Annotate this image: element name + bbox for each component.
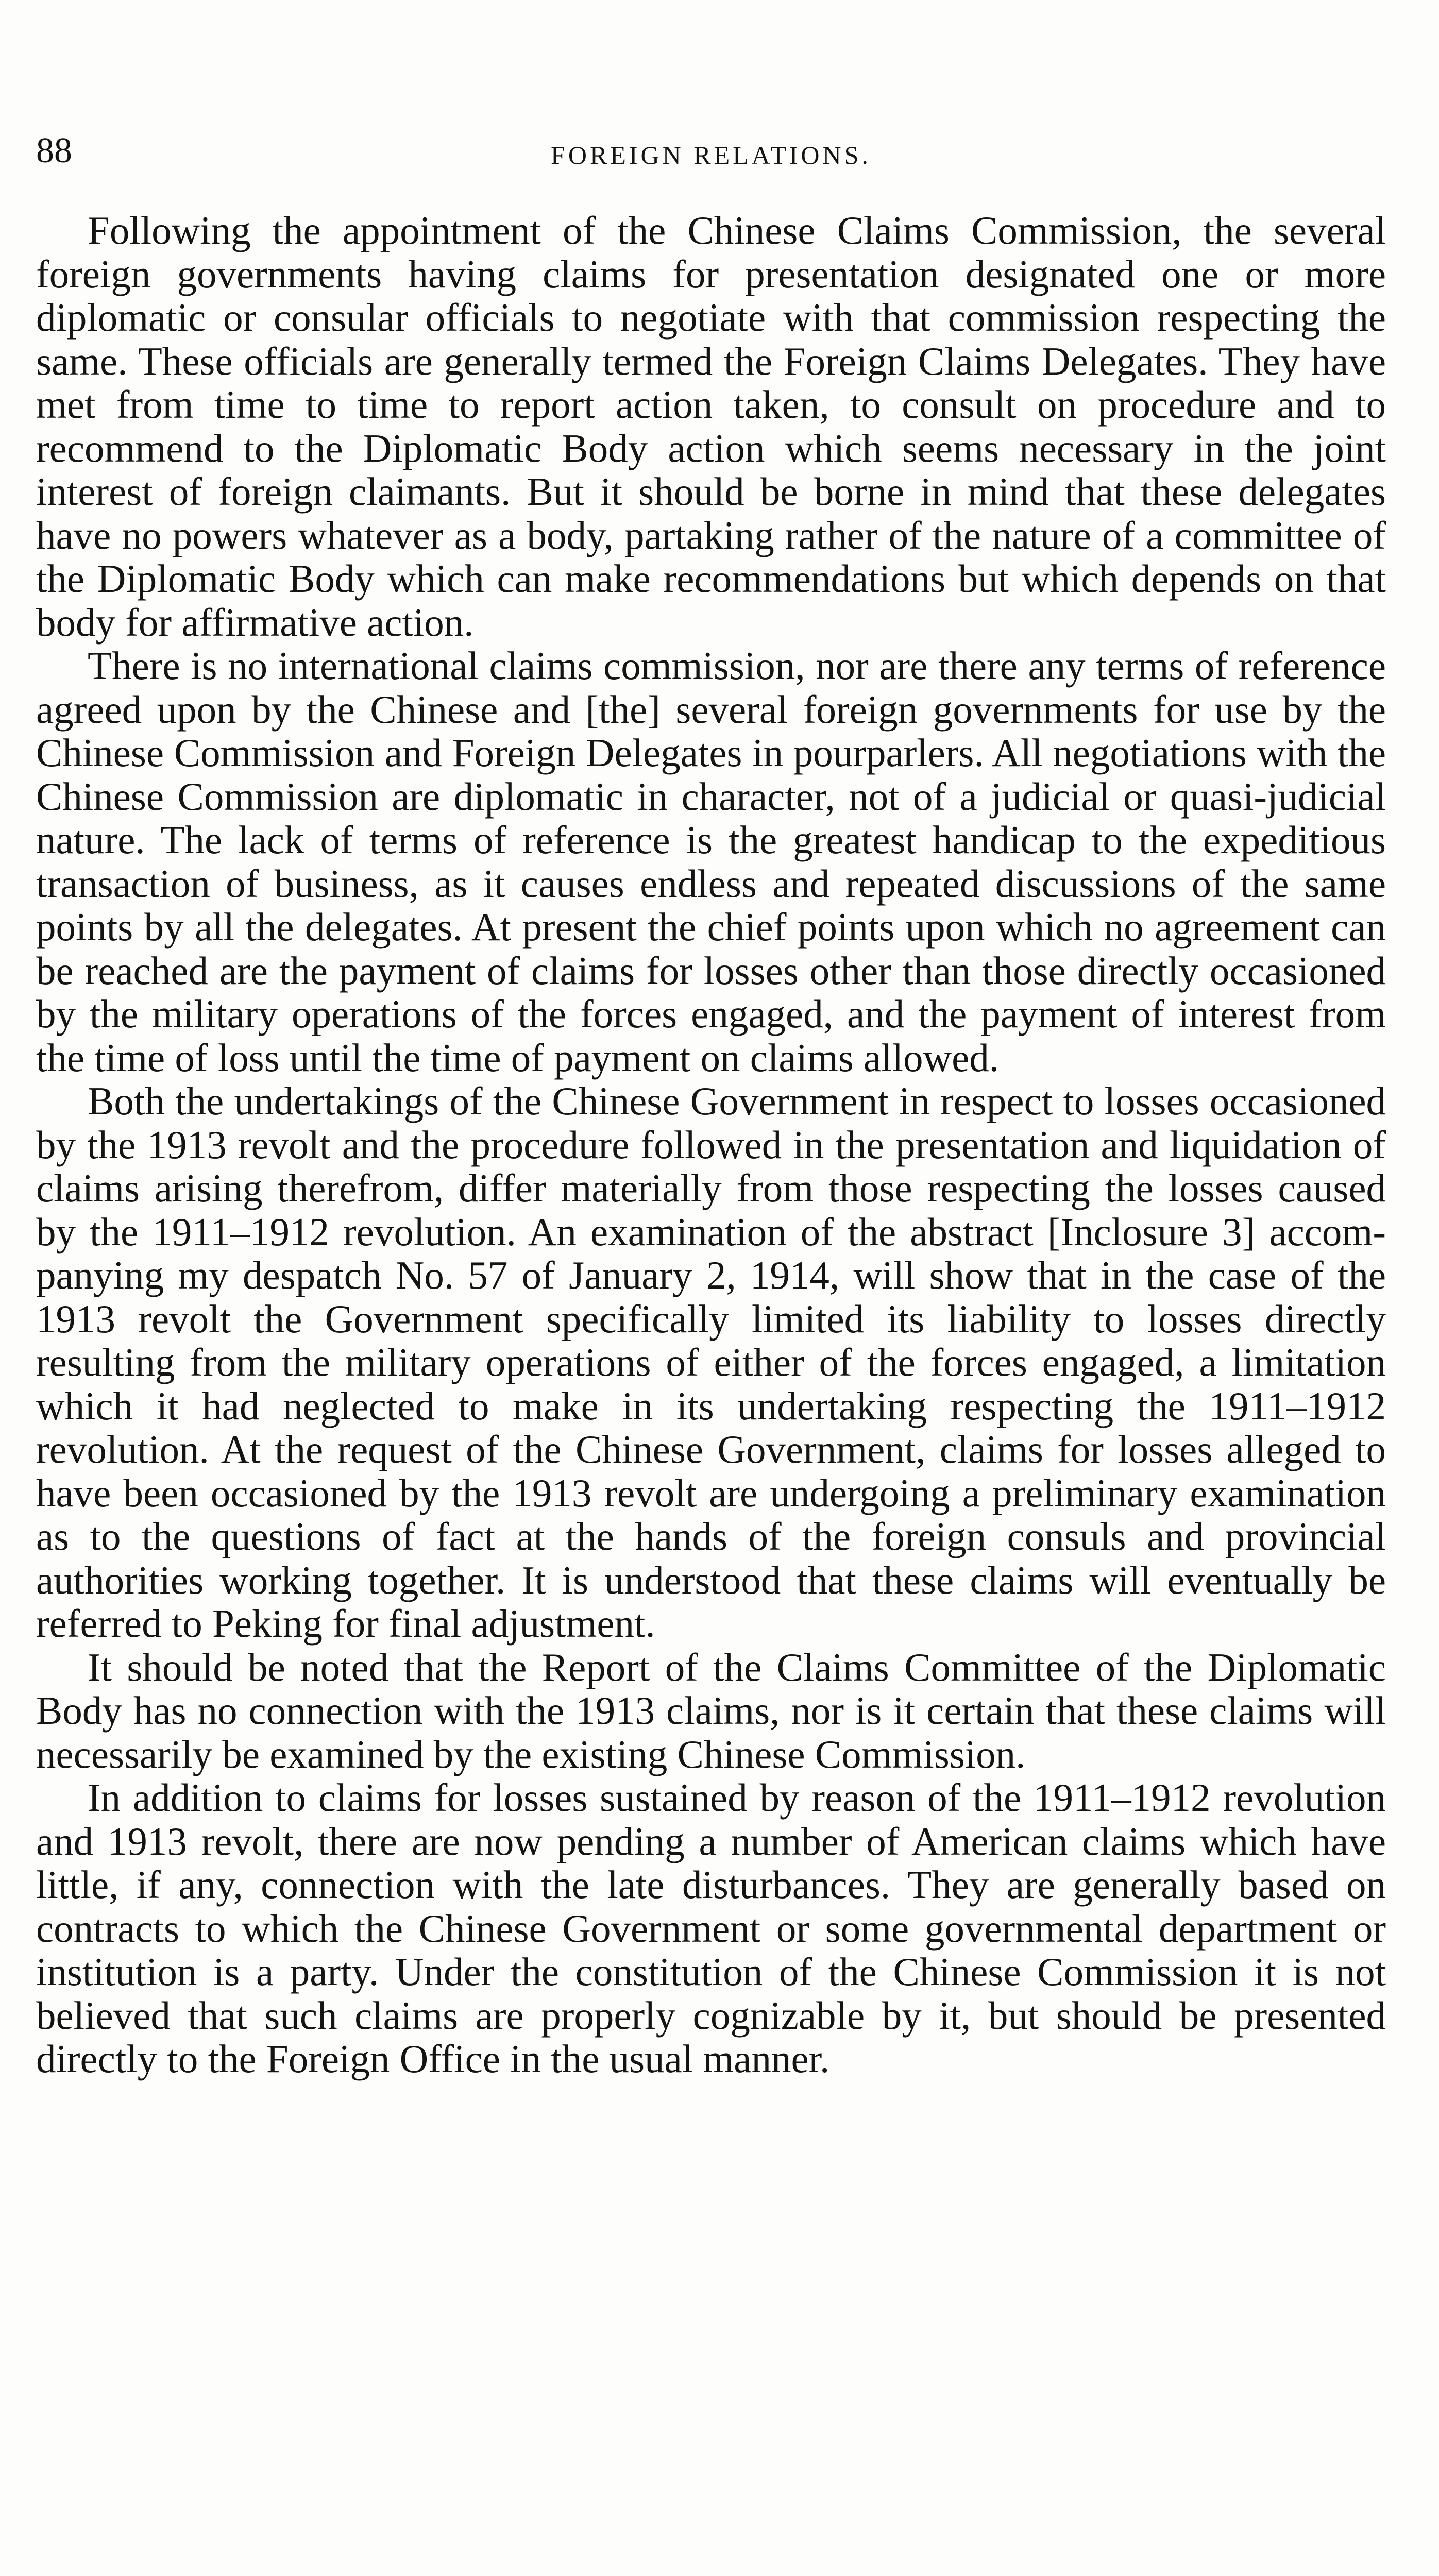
- running-head: FOREIGN RELATIONS.: [551, 141, 871, 170]
- paragraph: Both the undertakings of the Chinese Government in respect to losses occasioned by the 1913 revolt and the procedure followed in the presentation and liquidation of claims arising therefrom, differ materially from those respecting the losses caused by the 1911–1912 revolution. An examination of the abstract [Inclosure 3] accompanying my despatch No. 57 of January 2, 1914, will show that in the case of the 1913 revolt the Government specifically limited its liability to losses directly resulting from the military operations of either of the forces engaged, a limitation which it had neglected to make in its undertaking respecting the 1911–1912 revolution. At the request of the Chinese Government, claims for losses alleged to have been occasioned by the 1913 revolt are undergoing a preliminary examination as to the questions of fact at the hands of the foreign consuls and provincial authorities working together. It is understood that these claims will eventually be referred to Peking for final adjustment.: [36, 1079, 1386, 1646]
- page-number: 88: [36, 131, 72, 171]
- page-header: [36, 128, 1386, 174]
- paragraph: There is no international claims commission, nor are there any terms of reference agreed upon by the Chinese and [the] several foreign governments for use by the Chinese Commission and Foreign Delegates in pourparlers. All negotiations with the Chinese Commission are diplomatic in character, not of a judicial or quasi-judicial nature. The lack of terms of reference is the greatest handicap to the expeditious transaction of business, as it causes endless and repeated discussions of the same points by all the delegates. At present the chief points upon which no agreement can be reached are the payment of claims for losses other than those directly occasioned by the military operations of the forces engaged, and the payment of interest from the time of loss until the time of payment on claims allowed.: [36, 643, 1386, 1080]
- body-text: [36, 209, 1386, 2081]
- paragraph: It should be noted that the Report of the Claims Committee of the Diplomatic Body has no connection with the 1913 claims, nor is it certain that these claims will necessarily be examined by the existing Chinese Commission.: [36, 1645, 1386, 1776]
- paragraph: Following the appointment of the Chinese Claims Commission, the several foreign governments having claims for presentation designated one or more diplomatic or consular officials to negotiate with that commission respecting the same. These officials are generally termed the Foreign Claims Delegates. They have met from time to time to report action taken, to consult on procedure and to recommend to the Diplomatic Body action which seems necessary in the joint interest of foreign claimants. But it should be borne in mind that these delegates have no powers whatever as a body, partaking rather of the nature of a committee of the Diplomatic Body which can make recommendations but which depends on that body for affirmative action.: [36, 208, 1386, 645]
- paragraph: In addition to claims for losses sustained by reason of the 1911–1912 revolution and 1913 revolt, there are now pending a number of American claims which have little, if any, connection with the late disturbances. They are generally based on contracts to which the Chinese Government or some governmental department or institution is a party. Under the constitution of the Chinese Commission it is not believed that such claims are properly cognizable by it, but should be presented directly to the Foreign Office in the usual manner.: [36, 1775, 1386, 2081]
